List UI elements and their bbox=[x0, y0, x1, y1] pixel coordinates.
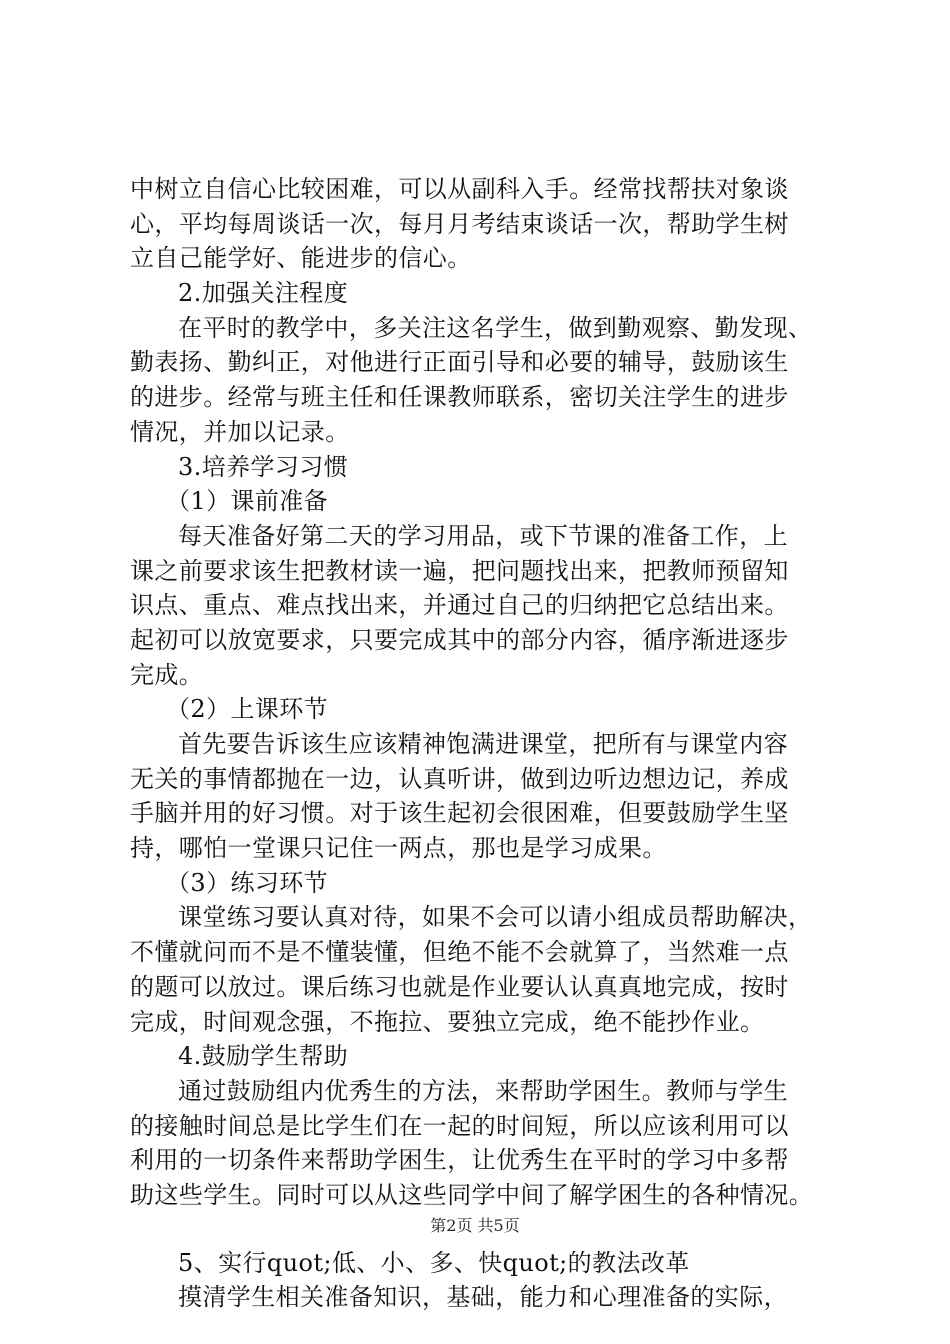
text-line: 摸清学生相关准备知识，基础，能力和心理准备的实际， bbox=[178, 1283, 788, 1312]
text-line: 4.鼓励学生帮助 bbox=[178, 1042, 349, 1071]
text-line: 的题可以放过。课后练习也就是作业要认认真真地完成，按时 bbox=[130, 972, 789, 1001]
text-line: 手脑并用的好习惯。对于该生起初会很困难，但要鼓励学生坚 bbox=[130, 799, 789, 828]
text-line: （2）上课环节 bbox=[166, 695, 329, 724]
text-line: 3.培养学习习惯 bbox=[178, 452, 349, 481]
text-line: 2.加强关注程度 bbox=[178, 279, 349, 308]
text-line: 立自己能学好、能进步的信心。 bbox=[130, 244, 472, 273]
text-line: 持，哪怕一堂课只记住一两点，那也是学习成果。 bbox=[130, 834, 667, 863]
text-line: 中树立自信心比较困难，可以从副科入手。经常找帮扶对象谈 bbox=[130, 175, 789, 203]
text-line: 心，平均每周谈话一次，每月月考结束谈话一次，帮助学生树 bbox=[130, 209, 789, 238]
text-line: 勤表扬、勤纠正，对他进行正面引导和必要的辅导，鼓励该生 bbox=[130, 348, 789, 377]
text-line: 完成。 bbox=[130, 660, 204, 689]
text-line: 通过鼓励组内优秀生的方法，来帮助学困生。教师与学生 bbox=[178, 1076, 788, 1105]
text-line: 利用的一切条件来帮助学困生，让优秀生在平时的学习中多帮 bbox=[130, 1146, 789, 1175]
text-line: （3）练习环节 bbox=[166, 868, 329, 897]
text-line: 起初可以放宽要求，只要完成其中的部分内容，循序渐进逐步 bbox=[130, 625, 789, 654]
document-body bbox=[130, 172, 835, 1315]
text-line: 情况，并加以记录。 bbox=[130, 417, 350, 446]
text-line: 课堂练习要认真对待，如果不会可以请小组成员帮助解决， bbox=[178, 903, 813, 932]
text-line: 首先要告诉该生应该精神饱满进课堂，把所有与课堂内容 bbox=[178, 730, 788, 758]
text-line: 在平时的教学中，多关注这名学生，做到勤观察、勤发现、 bbox=[178, 313, 813, 342]
text-line: 的接触时间总是比学生们在一起的时间短，所以应该利用可以 bbox=[130, 1111, 789, 1140]
text-line: 无关的事情都抛在一边，认真听讲，做到边听边想边记，养成 bbox=[130, 764, 789, 793]
text-line: 5、实行quot;低、小、多、快quot;的教法改革 bbox=[178, 1248, 690, 1277]
text-line: 完成，时间观念强，不拖拉、要独立完成，绝不能抄作业。 bbox=[130, 1007, 765, 1036]
text-line: （1）课前准备 bbox=[166, 487, 329, 516]
text-line: 不懂就问而不是不懂装懂，但绝不能不会就算了，当然难一点 bbox=[130, 938, 789, 967]
text-line: 的进步。经常与班主任和任课教师联系，密切关注学生的进步 bbox=[130, 383, 789, 412]
text-line: 每天准备好第二天的学习用品，或下节课的准备工作，上 bbox=[178, 521, 788, 550]
text-line: 课之前要求该生把教材读一遍，把问题找出来，把教师预留知 bbox=[130, 556, 789, 585]
text-line: 识点、重点、难点找出来，并通过自己的归纳把它总结出来。 bbox=[130, 591, 789, 620]
text-line: 助这些学生。同时可以从这些同学中间了解学困生的各种情况。 bbox=[130, 1180, 814, 1209]
page-footer: 第2页 共5页 bbox=[430, 1216, 520, 1235]
